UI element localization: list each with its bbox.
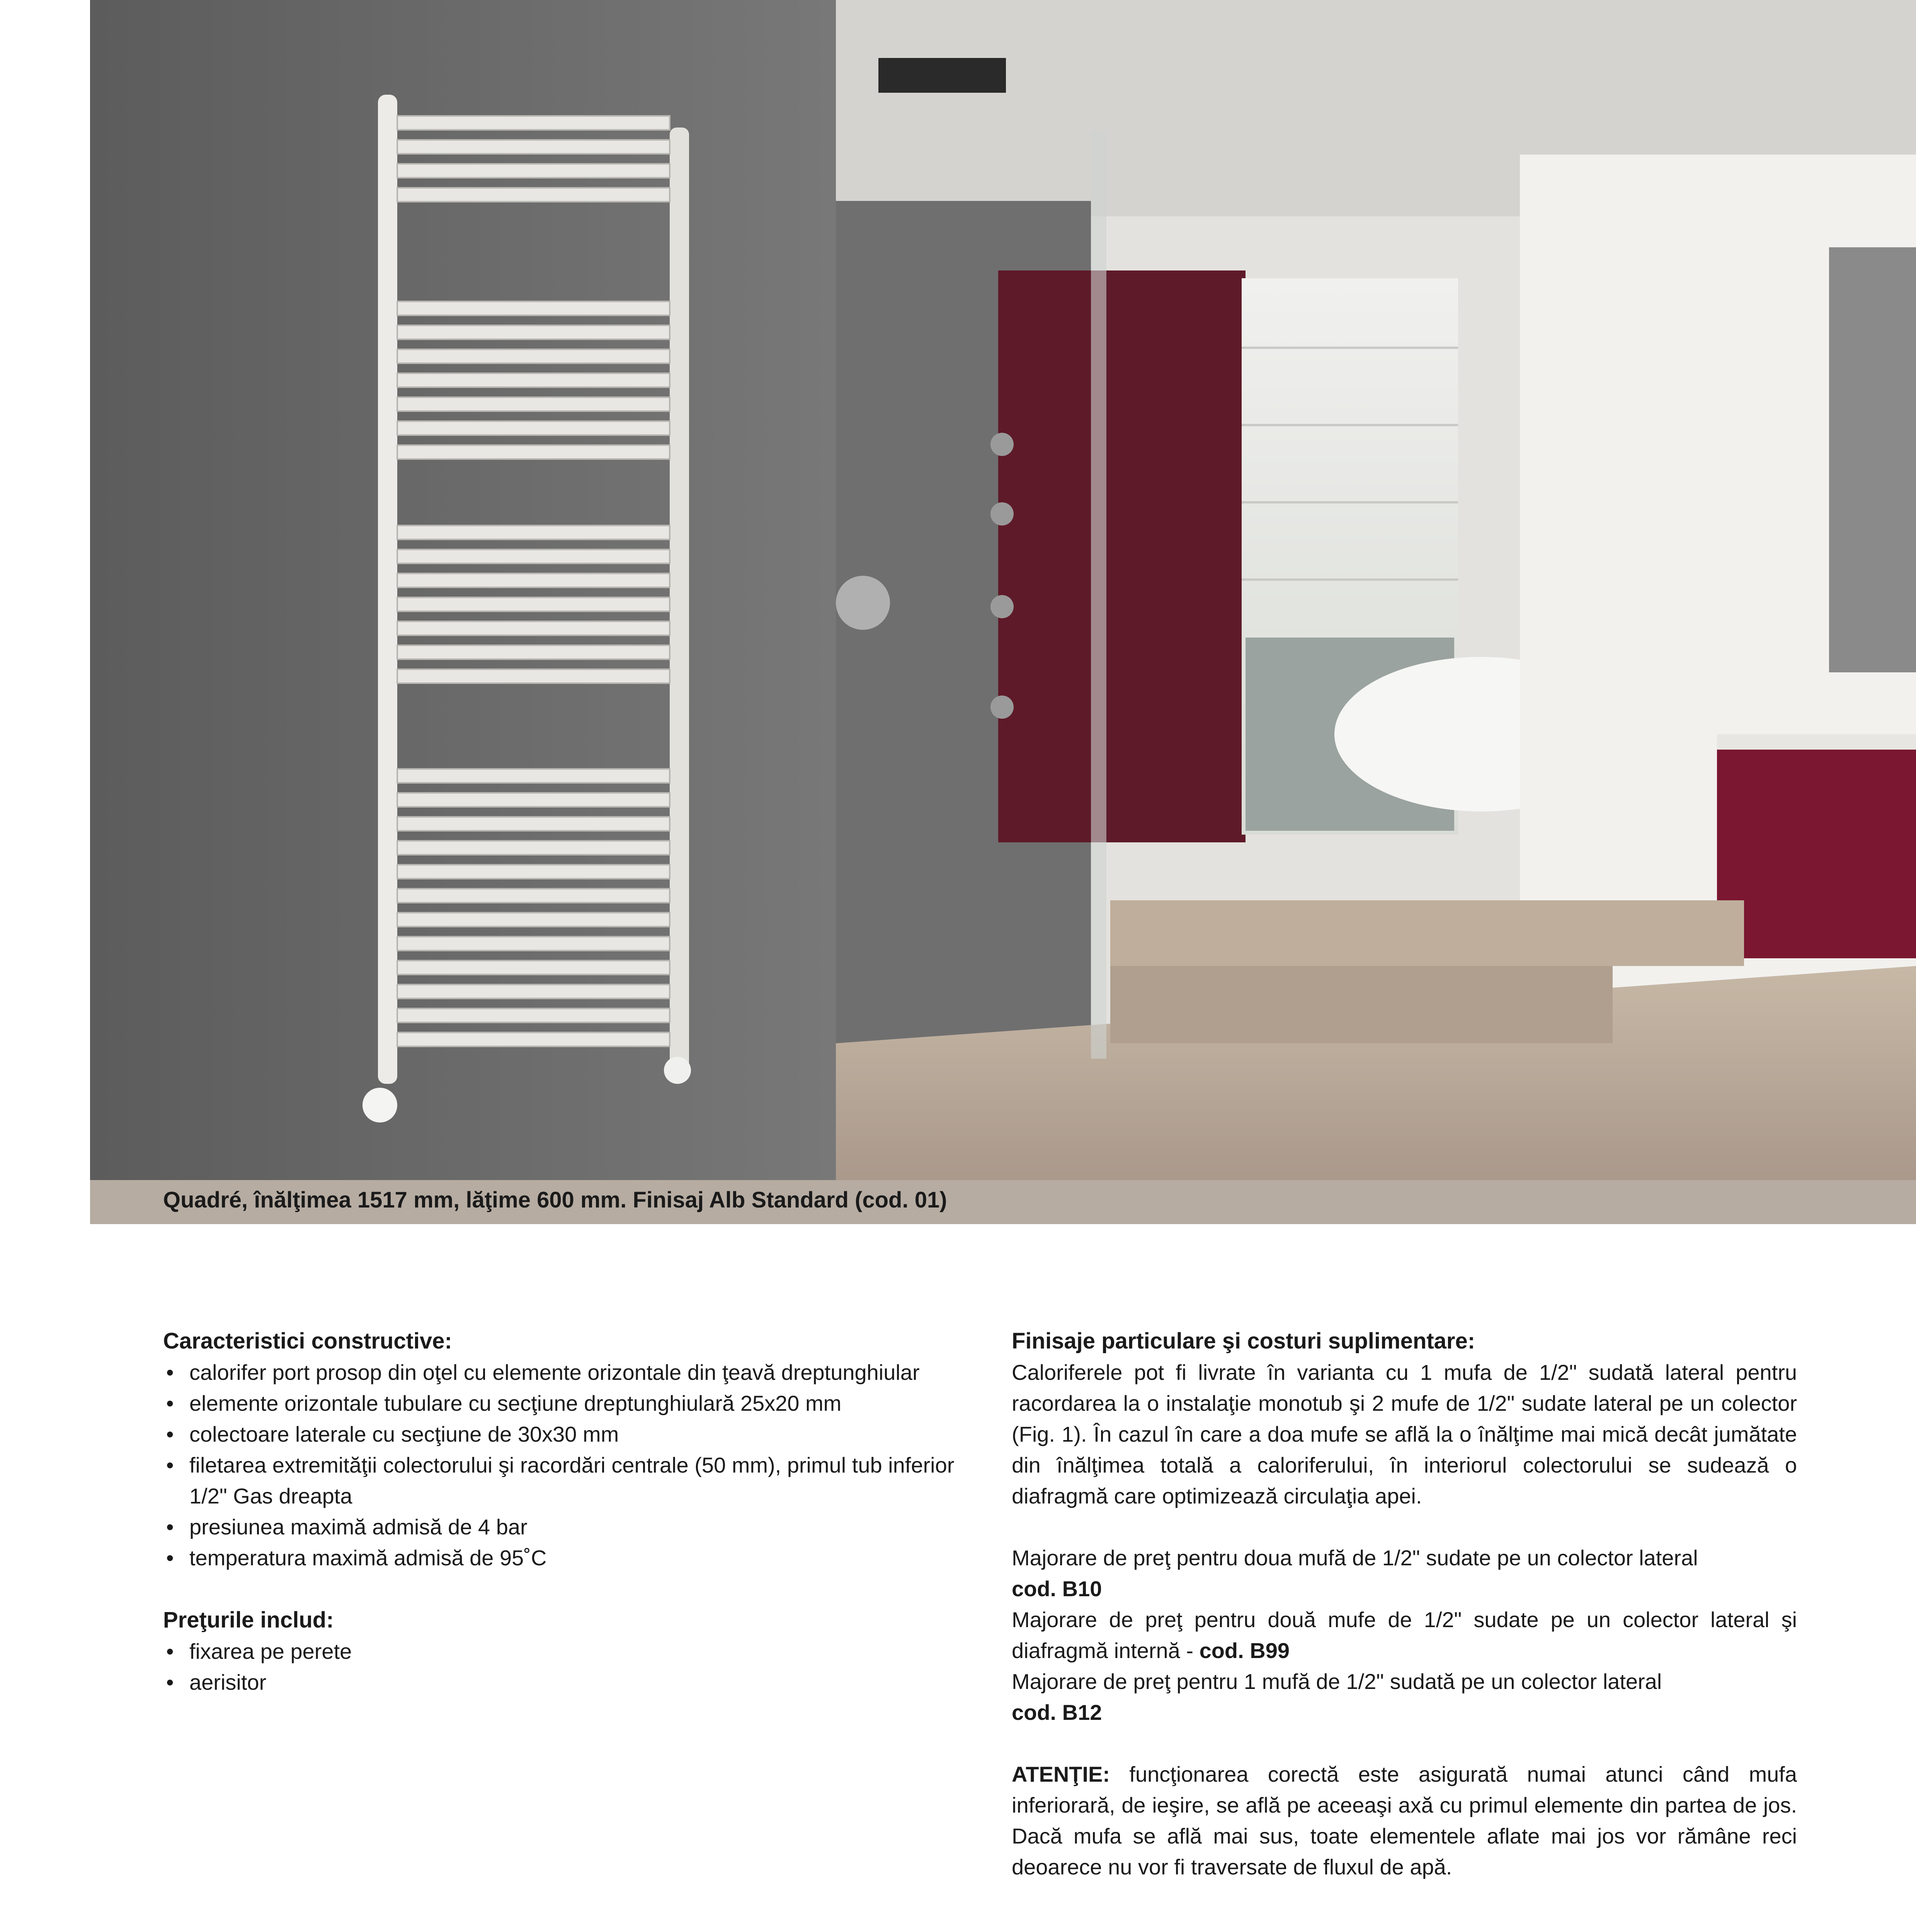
- option-code: cod. B10: [1012, 1577, 1102, 1601]
- option-b12: [1012, 1666, 1797, 1728]
- radiator-bar: [397, 549, 670, 563]
- radiator-bar: [397, 116, 670, 130]
- radiator-bar: [397, 961, 670, 975]
- radiator-bar: [397, 1009, 670, 1022]
- radiator-bar: [397, 669, 670, 683]
- radiator-bar: [397, 985, 670, 998]
- finishes-heading: Finisaje particulare şi costuri suplimentare:: [1012, 1328, 1475, 1354]
- list-item: • calorifer port prosop din oţel cu elemente orizontale din ţeavă dreptunghiular: [163, 1357, 955, 1388]
- option-code: cod. B12: [1012, 1700, 1102, 1725]
- option-b99: [1012, 1604, 1797, 1666]
- radiator-bar: [397, 421, 670, 435]
- attention-label: ATENŢIE:: [1012, 1762, 1110, 1786]
- prices-heading: Preţurile includ:: [163, 1607, 334, 1633]
- list-item: • presiunea maximă admisă de 4 bar: [163, 1512, 955, 1543]
- finishes-intro: Caloriferele pot fi livrate în varianta cu 1 mufa de 1/2" sudată lateral pentru racordarea la o instalaţie monotub şi 2 mufe de 1/2" sudate lateral pe un colector (Fig. 1). În cazul în care a doa mufe se află la o înălţime mai mică decât jumătate din înălţimea totală a caloriferului, în interiorul colectorului se sudează o diafragmă care optimizează circulaţia apei.: [1012, 1360, 1797, 1508]
- radiator-bar: [397, 817, 670, 831]
- attention-note: [1012, 1759, 1797, 1883]
- radiator-bar: [397, 769, 670, 783]
- option-text: Majorare de preţ pentru doua mufă de 1/2" sudate pe un colector lateral: [1012, 1546, 1698, 1570]
- radiator-bar: [397, 889, 670, 903]
- radiator-bar: [397, 325, 670, 339]
- attention-text: funcţionarea corectă este asigurată numai atunci când mufa inferiorară, de ieşire, se află pe aceeaşi axă cu primul elemente din partea de jos. Dacă mufa se află mai sus, toate elementele aflate mai jos vor rămâne reci deoarece nu vor fi traversate de fluxul de apă.: [1012, 1762, 1797, 1879]
- characteristics-heading: Caracteristici constructive:: [163, 1328, 452, 1354]
- radiator-bar: [397, 841, 670, 855]
- hero-caption: Quadré, înălţimea 1517 mm, lăţime 600 mm. Finisaj Alb Standard (cod. 01): [163, 1187, 947, 1213]
- radiator-bar: [397, 373, 670, 387]
- radiator-bar: [397, 301, 670, 315]
- radiator-bar: [397, 865, 670, 879]
- bathroom-illustration: [90, 0, 1916, 1193]
- radiator-bar: [397, 597, 670, 611]
- list-item: • aerisitor: [163, 1667, 955, 1698]
- radiator-bar: [397, 573, 670, 587]
- radiator-bar: [397, 1032, 670, 1046]
- hero-photo: [90, 0, 1916, 1193]
- list-item: • filetarea extremităţii colectorului şi racordări centrale (50 mm), primul tub inferior 1/2" Gas dreapta: [163, 1450, 955, 1512]
- radiator-bar: [397, 621, 670, 635]
- radiator-bar: [397, 913, 670, 927]
- radiator-bar: [397, 526, 670, 539]
- option-text: Majorare de preţ pentru 1 mufă de 1/2" sudată pe un colector lateral: [1012, 1669, 1662, 1694]
- list-item: • temperatura maximă admisă de 95˚C: [163, 1543, 955, 1573]
- radiator-bar: [397, 645, 670, 659]
- list-item: • fixarea pe perete: [163, 1636, 955, 1667]
- prices-list: [163, 1636, 955, 1698]
- right-column: [1012, 1325, 1797, 1883]
- radiator-bar: [397, 188, 670, 202]
- option-text: Majorare de preţ pentru două mufe de 1/2" sudate pe un colector lateral şi diafragmă internă -: [1012, 1607, 1797, 1663]
- characteristics-list: [163, 1357, 955, 1573]
- option-b10: [1012, 1543, 1797, 1604]
- list-item: • elemente orizontale tubulare cu secţiune dreptunghiulară 25x20 mm: [163, 1388, 955, 1419]
- list-item: • colectoare laterale cu secţiune de 30x30 mm: [163, 1419, 955, 1450]
- option-code: cod. B99: [1199, 1638, 1290, 1663]
- radiator-bar: [397, 397, 670, 411]
- radiator-bar: [397, 140, 670, 154]
- radiator-bar: [397, 164, 670, 178]
- radiator-bar: [397, 793, 670, 807]
- radiator-bar: [397, 445, 670, 459]
- radiator-bar: [397, 349, 670, 363]
- radiator-bar: [397, 937, 670, 951]
- left-column: [163, 1325, 955, 1698]
